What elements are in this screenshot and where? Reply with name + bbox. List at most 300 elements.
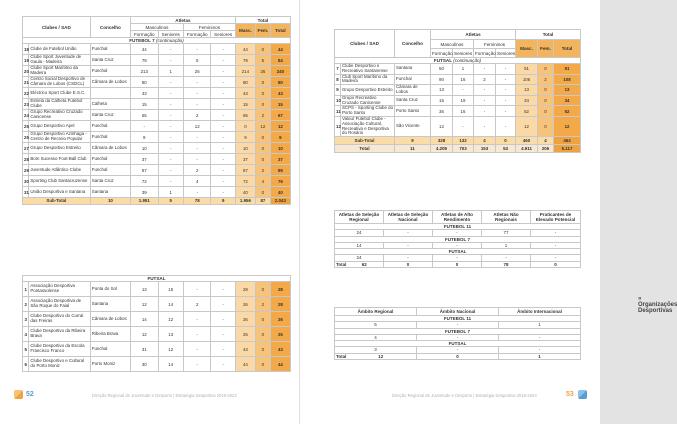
concelho: São Vicente <box>395 116 431 136</box>
total-all: 89 <box>270 165 290 176</box>
org-value: 5 <box>335 322 417 329</box>
club-name: Clube Desportivo da Ribeira Brava <box>29 327 90 342</box>
formacao-fem: - <box>474 85 496 96</box>
seniores-fem: - <box>211 44 235 55</box>
athletes-value: - <box>482 255 531 262</box>
seniores-fem: - <box>496 106 516 117</box>
formacao-fem: - <box>183 154 211 165</box>
seniores-masc: 12 <box>158 312 183 327</box>
concelho: Funchal <box>90 165 130 176</box>
table-row <box>23 357 291 372</box>
athletes-value: - <box>384 242 433 249</box>
concelho: Santa Cruz <box>395 95 431 106</box>
left-page <box>0 0 300 424</box>
section-futsal: FUTSAL <box>23 276 291 282</box>
footer-right: Direção Regional de Juventude e Desporto | Estratégia Desportiva 2019-2023 <box>392 393 537 398</box>
total-fem: 0 <box>255 44 270 55</box>
subtotal-sf: 0 <box>496 137 516 145</box>
formacao-fem: 12 <box>183 121 211 132</box>
club-name: Centro Social Desportivo de Câmara de Lobos (CSDCL) <box>29 77 90 88</box>
subtotal-masc: 1.956 <box>235 198 255 205</box>
org-total-value: 12 <box>378 354 384 360</box>
total-all: 12 <box>270 121 290 132</box>
table-row <box>335 230 581 237</box>
formacao-masc: 36 <box>431 106 453 117</box>
subtotal-tot: 464 <box>554 137 581 145</box>
total-masc: 37 <box>235 154 255 165</box>
seniores-fem: - <box>211 312 235 327</box>
total-masc: 40 <box>235 187 255 198</box>
total-ff: 153 <box>474 145 496 153</box>
header-femininos: Femininos <box>474 40 516 49</box>
total-fem: 0 <box>255 77 270 88</box>
formacao-fem: - <box>183 357 211 372</box>
club-name: Clube Desportivo da Escola Francisco Franco <box>29 342 90 357</box>
header-total: Total <box>235 17 290 24</box>
seniores-fem: - <box>211 132 235 143</box>
total-label: Total <box>336 354 347 360</box>
header-seniores-f: Seniores <box>211 31 235 38</box>
seniores-masc: - <box>158 44 183 55</box>
total-all: 52 <box>554 106 581 117</box>
concelho: Santa Cruz <box>90 176 130 187</box>
concelho: Calheta <box>90 99 130 110</box>
total-all: 25 <box>270 327 290 342</box>
formacao-masc: 12 <box>131 297 159 312</box>
section-futsal-cont: FUTSAL (continuação) <box>335 58 581 64</box>
total-fem: 4 <box>255 176 270 187</box>
total-masc: 72 <box>235 176 255 187</box>
row-number: 31 <box>23 187 29 198</box>
table-row <box>23 154 291 165</box>
total-all: 34 <box>554 95 581 106</box>
athletes-value: - <box>384 230 433 237</box>
row-number: 1 <box>23 282 29 297</box>
total-fem: 2 <box>255 110 270 121</box>
header-formacao-m: Formação <box>131 31 159 38</box>
total-all: 84 <box>270 55 290 66</box>
header-clubes: Clubes / SAD <box>335 30 395 58</box>
formacao-masc: 15 <box>131 99 159 110</box>
seniores-masc: 14 <box>158 357 183 372</box>
total-all: 12 <box>554 116 581 136</box>
total-masc: 25 <box>235 327 255 342</box>
table-row <box>335 85 581 96</box>
seniores-masc: 16 <box>453 106 474 117</box>
athletes-total-value: 62 <box>361 262 367 268</box>
total-fem: 0 <box>255 132 270 143</box>
formacao-fem: - <box>183 77 211 88</box>
table-row <box>335 74 581 85</box>
group-name: FUTEBOL 7 <box>335 236 581 242</box>
athletes-value: - <box>531 255 581 262</box>
group-name: FUTEBOL 11 <box>335 224 581 230</box>
athletes-total: 0 <box>531 261 581 268</box>
row-number: 11 <box>335 106 341 117</box>
header-concelho: Concelho <box>90 17 130 38</box>
formacao-masc: 13 <box>131 282 159 297</box>
subtotal-sm: 132 <box>453 137 474 145</box>
total-fem: 26 <box>255 66 270 77</box>
table-row <box>23 312 291 327</box>
organizations-table <box>334 307 581 360</box>
concelho: Porto Santo <box>395 106 431 117</box>
seniores-masc: 14 <box>158 297 183 312</box>
total-fem: 206 <box>538 145 554 153</box>
athletes-header: Atletas Não Regionais <box>482 211 531 224</box>
total-fem: 5 <box>255 55 270 66</box>
total-fem: 0 <box>538 95 554 106</box>
seniores-masc: 19 <box>453 95 474 106</box>
formacao-masc: 72 <box>131 176 159 187</box>
seniores-masc: - <box>453 85 474 96</box>
org-value: - <box>417 334 499 341</box>
formacao-fem: 5 <box>183 55 211 66</box>
row-number: 18 <box>23 44 29 55</box>
org-value: 1 <box>499 322 581 329</box>
table-row <box>23 327 291 342</box>
athletes-value: - <box>433 242 482 249</box>
total-masc: 51 <box>516 64 538 75</box>
total-all: 43 <box>270 88 290 99</box>
header-total-col: Total <box>270 24 290 38</box>
subtotal-masc: 460 <box>516 137 538 145</box>
seniores-fem: - <box>211 282 235 297</box>
total-fem: 0 <box>255 282 270 297</box>
subtotal-sf: 9 <box>211 198 235 205</box>
formacao-masc: 79 <box>131 55 159 66</box>
table-row <box>23 165 291 176</box>
formacao-masc: 13 <box>431 85 453 96</box>
left-clubs-table <box>22 16 291 205</box>
formacao-fem: 2 <box>183 297 211 312</box>
row-number: 19 <box>23 55 29 66</box>
concelho: Câmara de Lobos <box>90 143 130 154</box>
total-masc: 34 <box>516 95 538 106</box>
row-number: 20 <box>23 66 29 77</box>
athletes-value: - <box>531 242 581 249</box>
seniores-fem: - <box>211 297 235 312</box>
header-formacao-m: Formação <box>432 50 453 56</box>
row-number: 25 <box>23 121 29 132</box>
total-all: 28 <box>270 282 290 297</box>
header-fem: Fem. <box>255 24 270 38</box>
formacao-fem: - <box>183 143 211 154</box>
formacao-masc: 87 <box>131 165 159 176</box>
row-number: 26 <box>23 132 29 143</box>
club-name: Associação Desportiva de São Roque do Faial <box>29 297 90 312</box>
athletes-total: 78 <box>482 261 531 268</box>
group-name: FUTEBOL 11 <box>335 316 581 322</box>
formacao-masc: 65 <box>131 110 159 121</box>
total-masc: 43 <box>235 88 255 99</box>
total-fem: 0 <box>255 312 270 327</box>
formacao-fem: - <box>474 64 496 75</box>
seniores-fem: - <box>496 116 516 136</box>
formacao-fem: 2 <box>183 165 211 176</box>
row-number: 10 <box>335 95 341 106</box>
seniores-fem: - <box>211 99 235 110</box>
athletes-header: Atletas de Seleção Nacional <box>384 211 433 224</box>
total-masc: 65 <box>235 110 255 121</box>
club-name: Estrela da Calheta Futebol Clube <box>29 99 90 110</box>
total-masc: 28 <box>235 282 255 297</box>
row-number: 22 <box>23 88 29 99</box>
table-row <box>335 64 581 75</box>
page-number-left: 52 <box>26 391 34 398</box>
brand-logo-icon <box>14 390 23 399</box>
row-number: 3 <box>23 312 29 327</box>
table-row <box>23 297 291 312</box>
athletes-header: Praticantes de Elevado Potencial <box>531 211 581 224</box>
header-formacao-f: Formação <box>183 31 211 38</box>
seniores-masc: - <box>158 176 183 187</box>
seniores-fem: - <box>211 154 235 165</box>
table-row <box>23 143 291 154</box>
athletes-table <box>334 210 581 268</box>
seniores-masc: 12 <box>158 342 183 357</box>
club-name: Valour Futebol Clube - Associação Cultural, Recreativa e Desportiva do Rosário <box>341 116 395 136</box>
total-masc: 10 <box>235 143 255 154</box>
table-row <box>23 77 291 88</box>
formacao-fem: - <box>183 44 211 55</box>
total-label: Total <box>335 145 395 153</box>
org-value: 3 <box>335 347 417 354</box>
concelho: Funchal <box>90 154 130 165</box>
total-fem: 0 <box>255 327 270 342</box>
total-fem: 2 <box>255 297 270 312</box>
row-number: 2 <box>23 297 29 312</box>
total-fem: 2 <box>538 74 554 85</box>
athletes-value: - <box>531 230 581 237</box>
total-masc: 15 <box>235 99 255 110</box>
concelho: Funchal <box>90 66 130 77</box>
table-row <box>23 44 291 55</box>
org-value: - <box>417 347 499 354</box>
org-header: Âmbito Nacional <box>417 308 499 316</box>
seniores-masc: - <box>158 88 183 99</box>
formacao-fem: - <box>183 327 211 342</box>
seniores-masc: 16 <box>453 74 474 85</box>
club-name: União Desportiva e Santana <box>29 187 90 198</box>
club-name: Clube de Futebol União <box>29 44 90 55</box>
header-femininos: Femininos <box>183 24 235 31</box>
total-all: 80 <box>270 77 290 88</box>
seniores-masc: - <box>158 132 183 143</box>
total-all: 26 <box>270 312 290 327</box>
org-header: Âmbito Regional <box>335 308 417 316</box>
total-fem: 0 <box>255 88 270 99</box>
header-seniores-m: Seniores <box>158 31 183 38</box>
total-masc: 44 <box>235 44 255 55</box>
table-row <box>335 255 581 262</box>
seniores-fem: - <box>496 95 516 106</box>
total-label: Total <box>336 262 347 268</box>
total-row <box>335 261 581 268</box>
table-row <box>23 176 291 187</box>
total-masc: 80 <box>235 77 255 88</box>
seniores-masc: - <box>158 110 183 121</box>
formacao-fem: 2 <box>183 110 211 121</box>
seniores-masc: - <box>158 143 183 154</box>
seniores-masc: - <box>158 55 183 66</box>
club-name: Clube Sport Marítimo da Madeira <box>29 66 90 77</box>
formacao-masc: 44 <box>131 44 159 55</box>
seniores-masc: - <box>158 99 183 110</box>
group-name: FUTSAL <box>335 341 581 347</box>
formacao-fem: - <box>474 95 496 106</box>
total-all: 240 <box>270 66 290 77</box>
formacao-fem: - <box>183 132 211 143</box>
seniores-fem: - <box>211 357 235 372</box>
row-number: 21 <box>23 77 29 88</box>
club-name: Grupo Recreativo Cruzado Canicense <box>29 110 90 121</box>
seniores-fem: - <box>211 121 235 132</box>
formacao-fem: - <box>183 99 211 110</box>
athletes-value: 14 <box>335 242 384 249</box>
table-row <box>23 110 291 121</box>
club-name: SCPS - Sporting Clube do Porto Santo <box>342 105 394 116</box>
org-value: - <box>499 334 581 341</box>
seniores-fem: - <box>211 55 235 66</box>
left-futsal-table <box>22 275 291 372</box>
seniores-masc: - <box>453 116 474 136</box>
total-all: 43 <box>270 342 290 357</box>
total-fem: 0 <box>538 85 554 96</box>
athletes-value: - <box>433 230 482 237</box>
org-value: 4 <box>335 334 417 341</box>
org-value: - <box>499 347 581 354</box>
concelho: Câmara de Lobos <box>90 312 130 327</box>
seniores-fem: - <box>211 327 235 342</box>
table-row <box>335 347 581 354</box>
athletes-value: - <box>384 255 433 262</box>
header-clubes: Clubes / SAD <box>23 17 91 38</box>
table-row <box>335 322 581 329</box>
concelho <box>90 88 130 99</box>
formacao-masc: - <box>131 121 159 132</box>
total-masc: 12 <box>516 116 538 136</box>
total-all: 28 <box>270 297 290 312</box>
formacao-fem: - <box>183 282 211 297</box>
club-name: Eléctrico Sport Clube E.S.C. <box>29 88 90 99</box>
seniores-fem: - <box>211 187 235 198</box>
formacao-fem: - <box>474 116 496 136</box>
total-fem: 0 <box>255 143 270 154</box>
total-fem: 0 <box>255 357 270 372</box>
club-name: Clube Sport Juventude de Gaula - Madeira <box>29 55 90 66</box>
seniores-masc: 1 <box>158 187 183 198</box>
table-row <box>23 342 291 357</box>
header-masc: Masc. <box>516 40 538 58</box>
athletes-value: - <box>433 255 482 262</box>
formacao-masc: 10 <box>131 143 159 154</box>
total-all: 13 <box>554 85 581 96</box>
athletes-value: 24 <box>335 230 384 237</box>
club-name: Club Sport Marítimo da Madeira <box>341 74 395 85</box>
header-seniores-m: Seniores <box>454 50 473 56</box>
footer-left: Direção Regional de Juventude e Desporto | Estratégia Desportiva 2019-2023 <box>92 393 237 398</box>
subtotal-fm: 1.951 <box>131 198 159 205</box>
formacao-fem: 26 <box>183 66 211 77</box>
subtotal-ff: 78 <box>183 198 211 205</box>
concelho: Funchal <box>90 342 130 357</box>
concelho: Santana <box>90 297 130 312</box>
club-name: Grupo Desportivo Azinhaga - Centro de Recreio Popular <box>29 132 90 143</box>
total-fem: 0 <box>255 99 270 110</box>
total-masc: 44 <box>235 357 255 372</box>
header-masculinos: Masculinos <box>131 24 184 31</box>
row-number: 8 <box>335 74 341 85</box>
total-masc: 214 <box>235 66 255 77</box>
table-row <box>335 106 581 117</box>
total-masc: 9 <box>235 132 255 143</box>
row-number: 4 <box>23 327 29 342</box>
formacao-fem: 4 <box>183 176 211 187</box>
seniores-fem: - <box>211 342 235 357</box>
total-fem: 0 <box>538 64 554 75</box>
formacao-masc: 14 <box>131 312 159 327</box>
total-fem: 2 <box>255 165 270 176</box>
table-row <box>335 95 581 106</box>
header-total: Total <box>516 30 581 40</box>
formacao-masc: 213 <box>131 66 159 77</box>
athletes-value: 1 <box>482 242 531 249</box>
total-sf: 53 <box>496 145 516 153</box>
table-row <box>23 282 291 297</box>
club-name: Grupo Desportivo Estreito <box>341 85 395 96</box>
org-total <box>335 353 417 360</box>
subtotal-label: Sub-Total <box>23 198 91 205</box>
total-fem: 0 <box>255 342 270 357</box>
seniores-fem: - <box>211 88 235 99</box>
seniores-masc: - <box>158 77 183 88</box>
seniores-fem: - <box>211 77 235 88</box>
total-masc: 4.911 <box>516 145 538 153</box>
total-masc: 79 <box>235 55 255 66</box>
seniores-masc: 1 <box>158 66 183 77</box>
org-total: 0 <box>417 353 499 360</box>
formacao-fem: 2 <box>474 74 496 85</box>
athletes-header: Atletas de Seleção Regional <box>335 211 384 224</box>
subtotal-label: Sub-Total <box>335 137 395 145</box>
total-masc: 26 <box>235 297 255 312</box>
formacao-masc: 15 <box>431 95 453 106</box>
club-name: Grupo Desportivo Apel <box>29 121 90 132</box>
header-total-col: Total <box>554 40 581 58</box>
total-masc: 13 <box>516 85 538 96</box>
group-name: FUTEBOL 7 <box>335 328 581 334</box>
formacao-fem: - <box>183 187 211 198</box>
seniores-fem: - <box>211 165 235 176</box>
club-name: Clube Desportivo do Curral das Freiras <box>29 312 90 327</box>
athletes-value: 24 <box>335 255 384 262</box>
org-header: Âmbito Internacional <box>499 308 581 316</box>
concelho: Câmara de Lobos <box>90 77 130 88</box>
total-all: 108 <box>554 74 581 85</box>
total-masc: 43 <box>235 342 255 357</box>
concelho: Ponta do Sol <box>90 282 130 297</box>
club-name: Bom Sucesso Foot-Ball Club <box>29 154 90 165</box>
formacao-masc: 31 <box>131 342 159 357</box>
row-number: 28 <box>23 154 29 165</box>
organizations-title: » Organizações Desportivas <box>638 296 677 314</box>
seniores-masc: 15 <box>158 282 183 297</box>
row-number: 7 <box>335 64 341 75</box>
subtotal-fem: 87 <box>255 198 270 205</box>
total-n: 11 <box>395 145 431 153</box>
table-row <box>23 121 291 132</box>
